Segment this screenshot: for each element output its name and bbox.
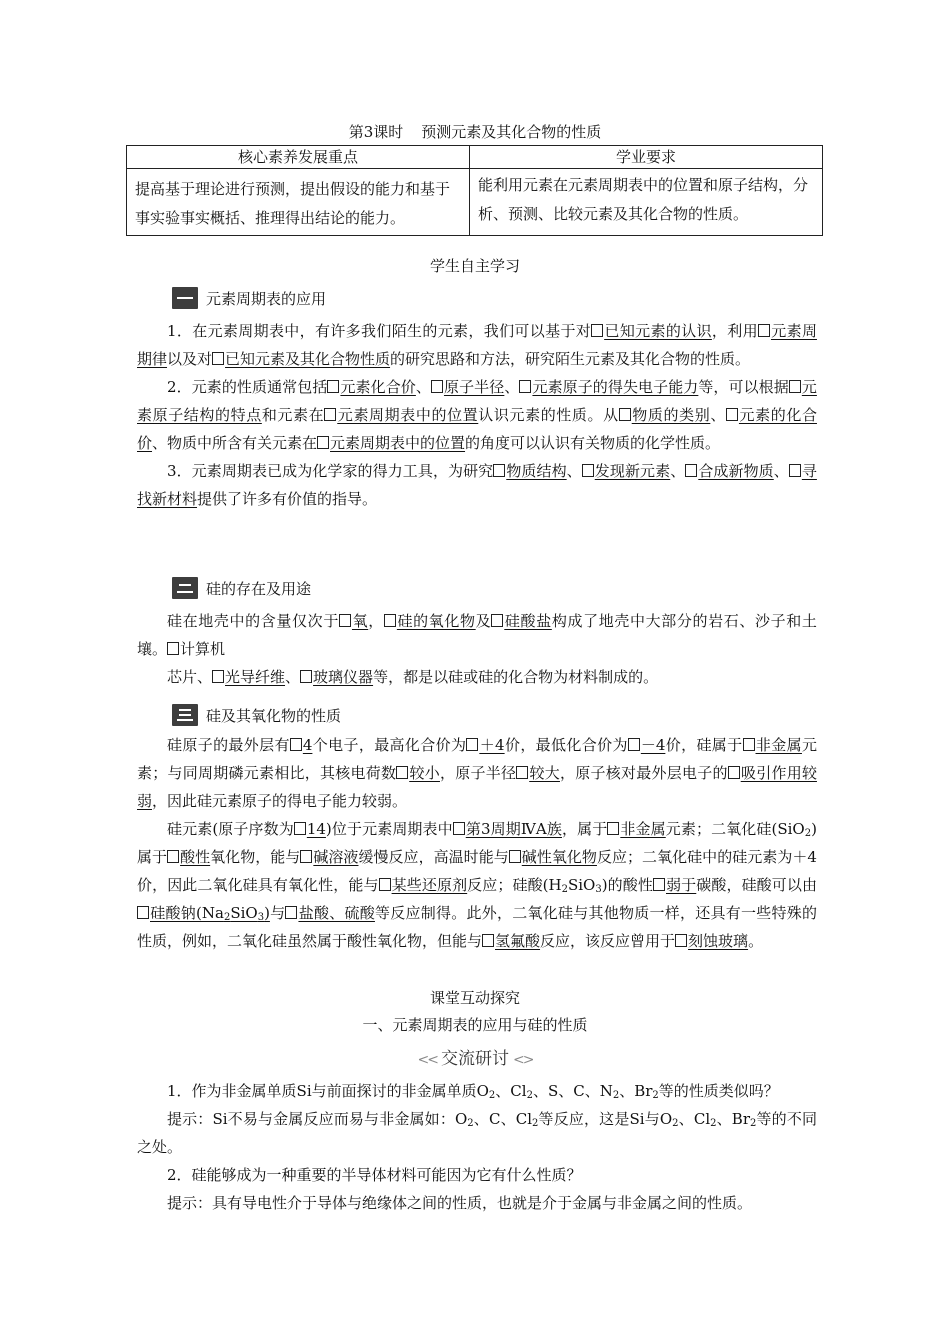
blank-box-icon xyxy=(789,464,801,477)
blank-box-icon xyxy=(491,614,503,627)
paragraph-1: 1．在元素周期表中，有许多我们陌生的元素，我们可以基于对 已知元素的认识，利用 元素周期律以及对 已知元素及其化合物性质的研究思路和方法，研究陌生元素及其化合物的性质。 xyxy=(137,322,817,368)
section-3-body xyxy=(137,731,817,955)
blank-box-icon xyxy=(324,408,336,421)
classroom-heading: 课堂互动探究 xyxy=(429,989,520,1007)
paragraph-4: 硅在地壳中的含量仅次于 氧， 硅的氧化物及 硅酸盐构成了地壳中大部分的岩石、沙子和土壤。 计算机 xyxy=(137,612,817,658)
blank-box-icon xyxy=(519,380,531,393)
section-heading-2 xyxy=(172,576,311,600)
section-title-2: 硅的存在及用途 xyxy=(206,579,312,598)
answer-2: 提示：具有导电性介于导体与绝缘体之间的性质，也就是介于金属与非金属之间的性质。 xyxy=(167,1194,753,1212)
lesson-number: 第3课时 xyxy=(348,123,404,141)
self-study-heading: 学生自主学习 xyxy=(429,257,520,275)
table-header-academic-requirements: 学业要求 xyxy=(470,146,823,169)
lesson-title xyxy=(0,122,950,142)
blank-box-icon xyxy=(466,738,478,751)
blank-box-icon xyxy=(384,614,396,627)
section-2-body xyxy=(137,607,817,691)
lesson-topic: 预测元素及其化合物的性质 xyxy=(421,123,602,141)
table-cell-core-literacy: 提高基于理论进行预测，提出假设的能力和基于事实验事实概括、推理得出结论的能力。 xyxy=(127,169,470,236)
blank-box-icon xyxy=(167,850,179,863)
blank-box-icon xyxy=(212,670,224,683)
section-heading-1 xyxy=(172,286,326,310)
blank-box-icon xyxy=(212,352,224,365)
section-1-body xyxy=(137,317,817,513)
blank-box-icon xyxy=(379,878,391,891)
blank-box-icon xyxy=(327,380,339,393)
blank-box-icon xyxy=(628,738,640,751)
blank-box-icon xyxy=(653,878,665,891)
blank-box-icon xyxy=(396,766,408,779)
discussion-body xyxy=(137,1077,817,1217)
discussion-banner xyxy=(0,1047,950,1072)
question-2: 2．硅能够成为一种重要的半导体材料可能因为它有什么性质？ xyxy=(167,1166,582,1184)
blank-box-icon xyxy=(619,408,631,421)
blank-box-icon xyxy=(726,408,738,421)
blank-box-icon xyxy=(294,822,306,835)
blank-box-icon xyxy=(339,614,351,627)
paragraph-7: 硅元素(原子序数为 14)位于元素周期表中 第3周期ⅣA族，属于 非金属元素；二氧化硅(SiO$_2$)属于 酸性氧化物，能与 碱溶液缓慢反应，高温时能与 碱性氧化物反应；二氧化硅中的硅元素为＋4价，因此二氧化硅具有氧化性，能与 某些还原剂反应；硅酸$(H_2SiO_3)$的酸性 弱于碳酸，硅酸可以由硅酸钠$(Na_2SiO_3)$与 盐酸、硫酸等反应制得。此外，二氧化硅与其他物质一样，还具有一些特殊的性质，例如，二氧化硅虽然属于酸性氧化物，但能与 氢氟酸反应，该反应曾用于 刻蚀玻璃。 xyxy=(137,820,817,950)
blank-box-icon xyxy=(728,766,740,779)
section-title-3: 硅及其氧化物的性质 xyxy=(206,706,342,725)
blank-box-icon xyxy=(607,822,619,835)
blank-box-icon xyxy=(675,934,687,947)
blank-box-icon xyxy=(285,906,297,919)
table-header-core-literacy: 核心素养发展重点 xyxy=(127,146,470,169)
blank-box-icon xyxy=(137,906,149,919)
blank-box-icon xyxy=(582,464,594,477)
blank-box-icon xyxy=(789,380,801,393)
answer-1: 提示：Si不易与金属反应而易与非金属如：$O_2$、C、$Cl_2$等反应，这是Si与$O_2$、$Cl_2$、$Br_2$等的不同之处。 xyxy=(137,1110,817,1156)
table-cell-academic-requirements: 能利用元素在元素周期表中的位置和原子结构，分析、预测、比较元素及其化合物的性质。 xyxy=(470,169,823,236)
numeral-one-badge-icon xyxy=(172,287,198,309)
paragraph-6: 硅原子的最外层有 4个电子，最高化合价为 ＋4价，最低化合价为 －4价，硅属于 非金属元素；与同周期磷元素相比，其核电荷数 较小，原子半径 较大，原子核对最外层电子的 吸引作用较弱，因此硅元素原子的得电子能力较弱。 xyxy=(137,736,817,810)
blank-box-icon xyxy=(300,850,312,863)
blank-box-icon xyxy=(482,934,494,947)
paragraph-3: 3．元素周期表已成为化学家的得力工具，为研究 物质结构、 发现新元素、 合成新物质、 寻找新材料提供了许多有价值的指导。 xyxy=(137,462,817,508)
blank-box-icon xyxy=(300,670,312,683)
blank-box-icon xyxy=(431,380,443,393)
paragraph-2: 2．元素的性质通常包括 元素化合价、 原子半径、 元素原子的得失电子能力等，可以根据 元素原子结构的特点和元素在 元素周期表中的位置认识元素的性质。从 物质的类别、 元素的化合价、物质中所含有关元素在 元素周期表中的位置的角度可以认识有关物质的化学性质。 xyxy=(137,378,817,452)
blank-box-icon xyxy=(290,738,302,751)
blank-box-icon xyxy=(591,324,603,337)
numeral-two-badge-icon xyxy=(172,577,198,599)
double-chevron-right-icon: <> xyxy=(513,1052,533,1068)
numeral-three-badge-icon xyxy=(172,704,198,726)
blank-box-icon xyxy=(453,822,465,835)
blank-box-icon xyxy=(685,464,697,477)
blank-box-icon xyxy=(758,324,770,337)
section-title-1: 元素周期表的应用 xyxy=(206,289,327,308)
paragraph-5: 芯片、 光导纤维、 玻璃仪器等，都是以硅或硅的化合物为材料制成的。 xyxy=(167,668,659,686)
subsection-heading: 一、元素周期表的应用与硅的性质 xyxy=(362,1016,588,1034)
blank-box-icon xyxy=(167,642,179,655)
blank-box-icon xyxy=(317,436,329,449)
section-heading-3 xyxy=(172,703,341,727)
blank-box-icon xyxy=(743,738,755,751)
question-1: 1．作为非金属单质Si与前面探讨的非金属单质$O_2$、$Cl_2$、S、C、$N_2$、$Br_2$等的性质类似吗？ xyxy=(167,1082,779,1101)
requirements-table xyxy=(126,145,823,236)
double-chevron-left-icon: << xyxy=(417,1052,437,1068)
blank-box-icon xyxy=(516,766,528,779)
blank-box-icon xyxy=(509,850,521,863)
blank-box-icon xyxy=(493,464,505,477)
discussion-banner-label: 交流研讨 xyxy=(441,1049,509,1069)
